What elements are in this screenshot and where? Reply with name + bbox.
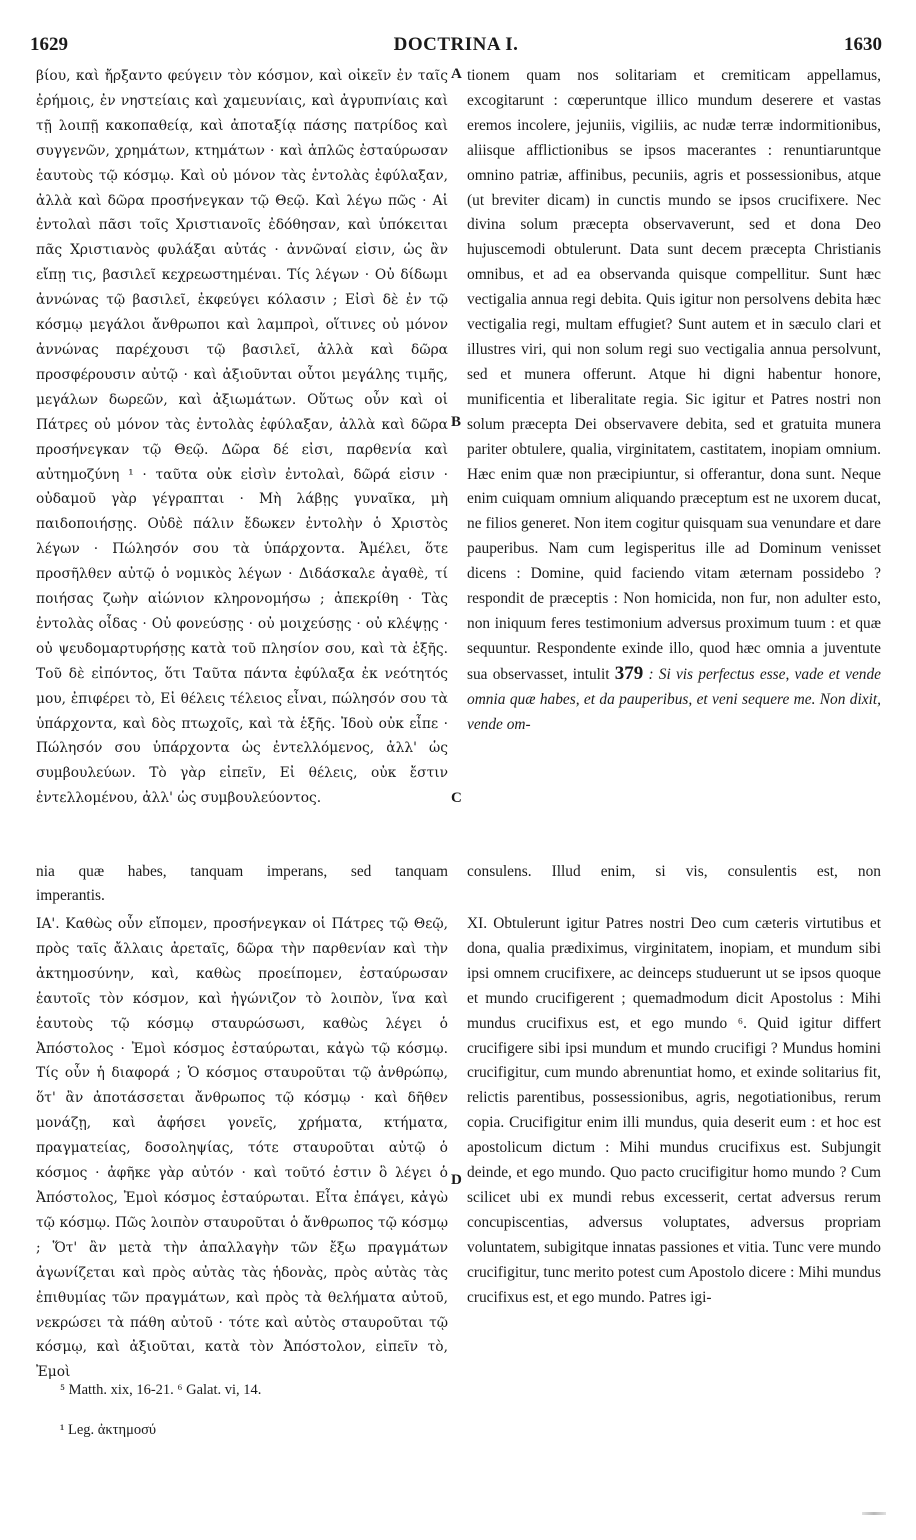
page-number-left: 1629 bbox=[30, 34, 68, 55]
running-title: DOCTRINA I. bbox=[393, 34, 519, 55]
greek-text-lower: ΙΑ'. Καθὼς οὖν εἴπομεν, προσήνεγκαν οἱ Πάτρες τῷ Θεῷ, πρὸς ταῖς ἄλλαις ἀρεταῖς, δῶρα τὴν παρθενίαν καὶ τὴν ἀκτημοσύνην, καὶ, καθὼς προείπομεν, ἐσταύρωσαν ἑαυτοῖς τὸν κόσμον, καὶ ἠγώνιζον τὸ λοιπὸν, ἵνα καὶ ἑαυτοὺς τῷ κόσμῳ σταυρώσωσι, καθὼς λέγει ὁ Ἀπόστολος · Ἐμοὶ κόσμος ἐσταύρωται, κἀγὼ τῷ κόσμῳ. Τίς οὖν ἡ διαφορά ; Ὁ κόσμος σταυροῦται τῷ ἀνθρώπῳ, ὅτ' ἂν ἀποτάσσεται ἄνθρωπος τῷ κόσμῳ · καὶ δῆθεν μονάζῃ, καὶ ἀφήσει γονεῖς, χρήματα, κτήματα, πραγματείας, δοσοληψίας, τότε σταυροῦται αὐτῷ ὁ κόσμος · ἀφῆκε γὰρ αὐτόν · καὶ τοῦτό ἐστιν ὃ λέγει ὁ Ἀπόστολος, Ἐμοὶ κόσμος ἐσταύρωται. Εἶτα ἐπάγει, κἀγὼ τῷ κόσμῳ. Πῶς λοιπὸν σταυροῦται ὁ ἄνθρωπος τῷ κόσμῳ ; Ὅτ' ἂν μετὰ τὴν ἀπαλλαγὴν τῶν ἔξω πραγμάτων ἀγωνίζεται καὶ πρὸς αὐτὰς τὰς ἡδονὰς, πρὸς αὐτὰς τὰς ἐπιθυμίας τῶν πραγμάτων, καὶ πρὸς τὰ θελήματα αὐτοῦ, νεκρώσει τὰ πάθη αὐτοῦ · τότε καὶ αὐτὸς σταυροῦται τῷ κόσμῳ, καὶ ἀξιοῦται, κατὰ τὸν Ἀπόστολον, εἰπεῖν τὸ, Ἐμοὶ bbox=[36, 916, 448, 1381]
margin-marker-d: D bbox=[451, 1172, 462, 1188]
margin-marker-c: C bbox=[451, 790, 462, 806]
page-header bbox=[30, 34, 882, 60]
greek-column-lower bbox=[36, 912, 448, 1381]
margin-marker-a: A bbox=[451, 66, 462, 82]
greek-column-upper bbox=[36, 64, 448, 859]
latin-column-lower bbox=[467, 912, 881, 1352]
spanning-latin-left: nia quæ habes, tanquam imperans, sed tanquam bbox=[36, 863, 448, 880]
page-number-right: 1630 bbox=[844, 34, 882, 55]
column-number-379: 379 bbox=[614, 662, 644, 684]
spanning-latin-right: consulens. Illud enim, si vis, consulentis est, non bbox=[467, 863, 881, 880]
latin-text-lower: XI. Obtulerunt igitur Patres nostri Deo cum cæteris virtutibus et dona, qualia prædiximus, virginitatem, inopiam, et mundum sibi ipsi omnem crucifixere, ac deinceps studuerunt ut se ipsos quoque et mundo crucifigerent ; quemadmodum dicit Apostolus : Mihi mundus crucifixus est, et ego mundo ⁶. Quid igitur differt crucifigere sibi ipsi mundum et mundo crucifigi ? Mundus homini crucifigitur, cum mundo abrenuntiat homo, et exinde solitarius fit, relictis parentibus, possessionibus, agris, negotiationibus, rerum copia. Crucifigitur enim illi mundus, quia deserit eum : et hoc est apostolicum dictum : Mihi mundus crucifixus est. Subjungit deinde, et ego mundo. Quo pacto crucifigitur homo mundo ? Cum scilicet ubi ex mundi rebus excesserit, certat adversus rerum concupiscentias, adversus voluptates, adversus propriam voluntatem, subigitque innatas passiones et vitia. Tunc vere mundo crucifigitur, tunc merito potest cum Apostolo dicere : Mihi mundus crucifixus est, et ego mundo. Patres igi- bbox=[467, 915, 881, 1306]
greek-text-upper: βίου, καὶ ἤρξαντο φεύγειν τὸν κόσμον, καὶ οἰκεῖν ἐν ταῖς ἐρήμοις, ἐν νηστείαις καὶ χαμευνίαις, καὶ ἀγρυπνίαις καὶ τῇ λοιπῇ κακοπαθείᾳ, καὶ ἀποταξίᾳ πάσης πατρίδος καὶ συγγενῶν, χρημάτων, κτημάτων · καὶ ἁπλῶς ἐσταύρωσαν ἑαυτοὺς τῷ κόσμῳ. Καὶ οὐ μόνον τὰς ἐντολὰς ἐφύλαξαν, ἀλλὰ καὶ δῶρα προσήνεγκαν τῷ Θεῷ. Καὶ λέγω πῶς · Αἱ ἐντολαὶ πᾶσι τοῖς Χριστιανοῖς ἐδόθησαν, καὶ ὑπόκειται πᾶς Χριστιανὸς φυλάξαι αὐτάς · ἀννῶναί εἰσιν, ὡς ἂν εἴπῃ τις, βασιλεῖ κεχρεωστημέναι. Τίς λέγων · Οὐ δίδωμι ἀννώνας τῷ βασιλεῖ, ἐκφεύγει κόλασιν ; Εἰσὶ δὲ ἐν τῷ κόσμῳ μεγάλοι ἄνθρωποι καὶ λαμπροὶ, οἵτινες οὐ μόνον ἀννώνας παρέχουσι τῷ βασιλεῖ, ἀλλὰ καὶ δῶρα προσφέρουσιν αὐτῷ · καὶ ἀξιοῦνται οὗτοι μεγάλης τιμῆς, μεγάλων δωρεῶν, καὶ ἀξιωμάτων. Οὕτως οὖν καὶ οἱ Πάτρες οὐ μόνον τὰς ἐντολὰς ἐφύλαξαν, ἀλλὰ καὶ δῶρα προσήνεγκαν τῷ Θεῷ. Δῶρα δέ εἰσι, παρθενία καὶ αὐτημοζύνη ¹ · ταῦτα οὐκ εἰσὶν ἐντολαὶ, δῶρά εἰσιν · οὐδαμοῦ γὰρ γέγραπται · Μὴ λάβῃς γυναῖκα, μὴ παιδοποιήσῃς. Οὐδὲ πάλιν ἔδωκεν ἐντολὴν ὁ Χριστὸς λέγων · Πώλησόν σου τὰ ὑπάρχοντα. Ἀμέλει, ὅτε προσῆλθεν αὐτῷ ὁ νομικὸς λέγων · Διδάσκαλε ἀγαθὲ, τί ποιήσας ζωὴν αἰώνιον κληρονομήσω ; ἀπεκρίθη · Τὰς ἐντολὰς οἶδας · Οὐ φονεύσῃς · οὐ μοιχεύσῃς · οὐ κλέψῃς · οὐ ψευδομαρτυρήσῃς κατὰ τοῦ πλησίον σου, καὶ τὰ ἑξῆς. Τοῦ δὲ εἰπόντος, ὅτι Ταῦτα πάντα ἐφύλαξα ἐκ νεότητός μου, ἐπιφέρει τὸ, Εἰ θέλεις τέλειος εἶναι, πώλησόν σου τὰ ὑπάρχοντα, καὶ δὸς πτωχοῖς, καὶ τὰ ἑξῆς. Ἰδοὺ οὐκ εἶπε · Πώλησόν σου ὑπάρχοντα ὡς ἐντελλόμενος, ἀλλ' ὡς συμβουλεύων. Τὸ γὰρ εἰπεῖν, Εἰ θέλεις, οὐκ ἔστιν ἐντελλομένου, ἀλλ' ὡς συμβουλεύοντος. bbox=[36, 68, 448, 807]
latin-text-upper-end: : Si vis perfectus esse, vade et vende omnia quæ habes, et da pauperibus, et veni sequere me. Non dixit, vende om- bbox=[467, 665, 882, 733]
latin-text-upper-main: tionem quam nos solitariam et cremiticam appellamus, excogitarunt : cœperuntque illico mundum deserere et vastas eremos incolere, jejuniis, vigiliis, ac nudæ terræ indormitionibus, aliisque afflictionibus se ipsos macerantes : renuntiaruntque omnino patriæ, affinibus, pecuniis, agris et possessionibus, atque (ut breviter dicam) in cunctis mundo se ipsos crucifixere. Nec divina solum præcepta observaverunt, sed et dona Deo hujuscemodi obtulerunt. Data sunt decem præcepta Christianis omnibus, et ad ea observanda quisque compellitur. Sunt hæc vectigalia annua regi debita. Quis igitur non persolvens debita hæc vectigalia regi, multam effugiet? Sunt autem et in sæculo clari et illustres viri, qui non solum regi suo vectigalia annua persolvunt, sed et munera offerunt. Atque hi digni habentur honore, munificentia et liberalitate regia. Sic igitur et Patres nostri non solum præcepta Dei observavere debita, sed et gratuita munera pariter obtulere, qualia, virginitatem, castitatem, inopiam omnium. Hæc enim quæ non præcipiuntur, si offerantur, dona sunt. Neque enim cuiquam omnium aliquando præceptum est ne uxorem ducat, ne filios generet. Non item cogitur quisquam sua venundare et dare pauperibus. Nam cum legisperitus ille ad Dominum venisset dicens : Domine, quid faciendo vitam æternam possidebo ? respondit de præceptis : Non homicida, non fur, non adulter esto, non iniquum feres testimonium adversus proximum tuum : et quæ sequuntur. Respondente exinde illo, quod hæc omnia a juventute sua observasset, intulit bbox=[467, 67, 881, 683]
scan-mark bbox=[862, 1512, 886, 1515]
footnote-reading: ¹ Leg. ἀκτημοσύ bbox=[60, 1422, 157, 1438]
spanning-latin-line-2: imperantis. bbox=[36, 887, 105, 904]
latin-column-upper bbox=[467, 64, 881, 859]
footnote-references: ⁵ Matth. xix, 16-21. ⁶ Galat. vi, 14. bbox=[60, 1382, 262, 1398]
margin-marker-b: B bbox=[451, 414, 462, 430]
latin-text-upper bbox=[467, 64, 881, 737]
